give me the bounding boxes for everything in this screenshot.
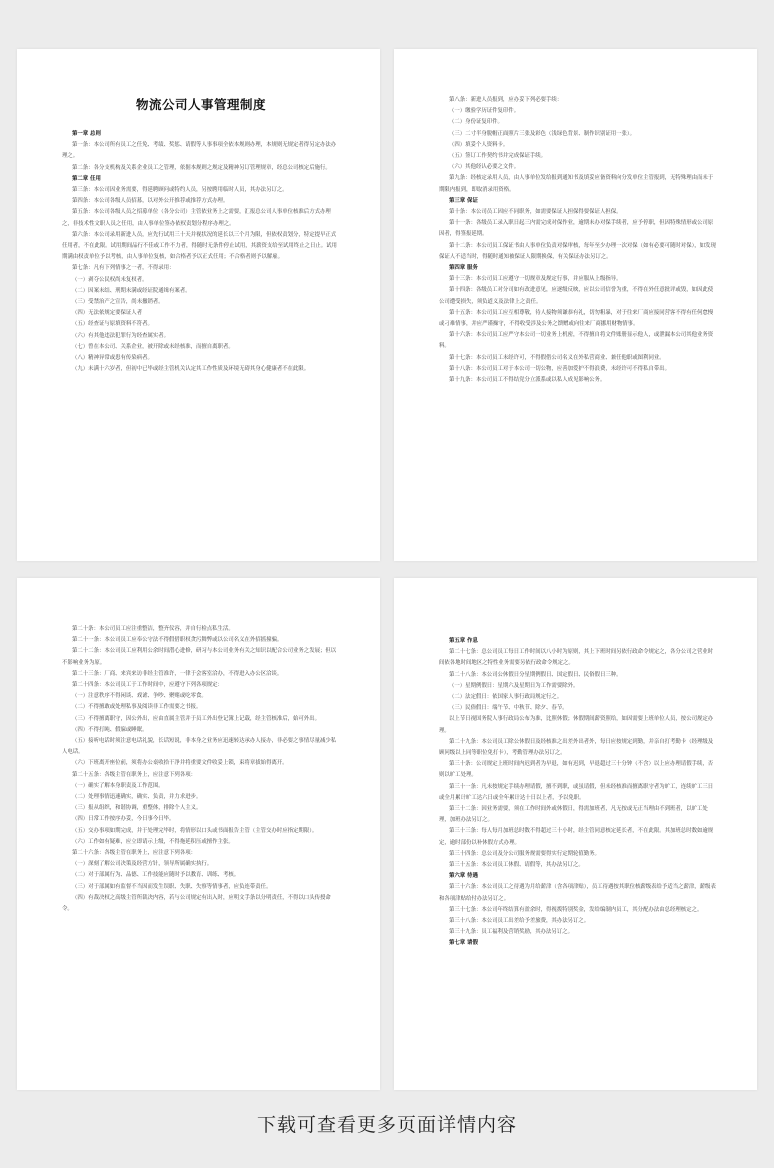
paragraph: （五）签订工作契约书并完成保证手续。 — [449, 153, 547, 160]
paragraph: （九）未满十六岁者，但初中已毕或经主管机关认定其工作性质及环境无碍其身心健康者不在此限。 — [72, 366, 310, 373]
paragraph: （三）受禁治产之宣告，尚未撤销者。 — [72, 299, 164, 306]
section-heading: 第五章 作息 — [449, 638, 478, 644]
paragraph: （一）注意秩序不得闲谈、戏谑、争吵、聚赌或吃零食。 — [72, 693, 207, 700]
paragraph: （三）二寸半身脱帽正面照片三张及彩色（浅绿色背景、制作识别证用一张）。 — [449, 130, 635, 137]
paragraph: 第十一条：各级员工录入职日起三内需完成对保作业，逾期未办对保手续者，应予停职，但因特殊情形或公司原因者，得签报延期。 — [439, 220, 714, 238]
paragraph: （六）其他经认必要之文件。 — [449, 164, 520, 171]
section-heading: 第二章 任用 — [72, 175, 101, 182]
paragraph: （一）缴验学历证件复印件。 — [449, 108, 520, 115]
paragraph: 第三十二条：因业务需要，须在工作时间外或休假日，得需加班者，凡无按或无正当理由不到班者，以旷工处理，加班办法另订之。 — [439, 806, 708, 824]
paragraph: （六）工作如有疑难，应立即请示上级，不得拖延积压或擅作主张。 — [72, 838, 234, 845]
paragraph: （六）下班离开座位前，须将办公桌收拾干净并将重要文件收妥上锁，束将章拔始得离开。 — [72, 760, 288, 767]
paragraph: 第三十五条：本公司员工休假、请假等，其办法另订之。 — [449, 862, 584, 869]
paragraph: 第三十八条：本公司员工出差给予差旅费，其办法另订之。 — [449, 918, 590, 925]
paragraph: 第三十一条：凡未按规定手续办理请假，擅不到职，或虽请假，但未经核准而擅离职守者为旷工，连续旷工三日或全月累计旷工达六日或全年累计达十日以上者，予以免职。 — [439, 783, 714, 801]
paragraph: 第十八条：本公司员工对于本公司一切公物，应善加爱护不得浪费，未经许可不得私自带出。 — [449, 365, 671, 372]
document-title: 物流公司人事管理制度 — [135, 97, 266, 112]
paragraph: （四）无法依规定要保证人者 — [72, 310, 143, 317]
paragraph: （一）深刻了解公司决策及经营方针，领导所属确实执行。 — [72, 861, 213, 868]
paragraph: 第七条：凡有下列情事之一者，不得录用： — [72, 265, 175, 272]
page-body — [439, 95, 717, 386]
paragraph: 第二十八条：本公司公休假日分星期例假日、国定假日、民俗假日三种。 — [449, 671, 622, 678]
paragraph: （五）接听电话时须注意电话礼貌，长话短说，非本身之业务应迅速转达承办人接办，非必要之事情尽量减少私人电话。 — [62, 738, 337, 756]
paragraph: 第三条：本公司因业务需要，得延聘顾问或特约人员，另按聘用临时人员，其办法另订之。 — [72, 187, 288, 194]
download-more-link[interactable]: 下载可查看更多页面详情内容 — [256, 1114, 517, 1136]
page-body — [62, 95, 340, 375]
page-lines — [439, 95, 717, 386]
paragraph: （八）精神异常或患有传染病者。 — [72, 355, 153, 362]
paragraph: （四）填妥个人资料卡。 — [449, 141, 509, 148]
paragraph: 第八条：新进人员报到，应办妥下列必要手续： — [449, 97, 563, 103]
paragraph: （三）对于部属如有监督不当因而发生误职、失职、失察等情事者，应负连带责任。 — [72, 883, 272, 890]
section-heading: 第三章 保证 — [449, 197, 478, 204]
paragraph: （二）不得擅敢或处理私事及阅读非工作需要之书报。 — [72, 704, 202, 711]
section-heading: 第四章 服务 — [449, 265, 478, 272]
paragraph: 第六条：本公司录用新进人员，应先行试用三十天并视状况的延长以三个月为限，但依权责划分，特定提早正式任用者，不在此限。试用期间品行不佳或工作不力者，得随时无条件停止试用，其薪资支给至试用终止之日止。试用期满由权责单位予以考核，由人事单位复核，如合格者予以正式任用；不合格者则予以解雇。 — [62, 231, 337, 261]
paragraph: 第三十九条：员工福利及营销奖励，其办法另订之。 — [449, 929, 573, 936]
paragraph: 以上节日视国务院人事行政局公布为准，比照休假；休假期间薪资照给，如因需要上班单位人员，按公司规定办理。 — [439, 716, 714, 734]
paragraph: （二）法定假日：依国家人事行政局规定行之。 — [449, 694, 563, 701]
paragraph: 第二十九条：本公司员工除公休假日及经核准之出差外出者外，每日应按规定到勤，并亲自打考勤卡（经理级及顾问级以上同等职位免打卡），考勤管理办法另订之。 — [439, 738, 714, 757]
paragraph: （三）不得擅离职守，因公外出，应由直属主管并于员工外出登记簿上记载，经主管核准后，始可外出。 — [72, 715, 320, 722]
paragraph: 第二十一条：本公司员工应奉公守法不得假借职权贪污舞弊或以公司名义在外招摇撞骗。 — [72, 637, 283, 644]
paragraph: 第二十六条：各级主管在职务上，应注意下列各项： — [72, 850, 196, 857]
paragraph: 第三十三条：每人每月加班总时数不得超过三十小时，经主管同意核定延长者，不在此限。其加班总时数如逾规定，逾时部份以补休假方式办理。 — [439, 828, 714, 846]
paragraph: （三）民俗假日：端午节、中秋节、除夕、春节。 — [449, 705, 568, 712]
paragraph: 第二十五条：各级主管在职务上，应注意下列各项： — [72, 771, 196, 778]
paragraph: 第三十四条：总公司及分公司服务规需要得实行定期轮值勤务。 — [449, 850, 600, 857]
paragraph: （五）经查证与原填资料不符者。 — [72, 321, 153, 328]
paragraph: 第二十三条：厂商、来宾来访非经主管准许，一律于会客室洽办，不得进入办公区洽谈。 — [72, 670, 283, 677]
document-page-2 — [394, 49, 757, 561]
paragraph: 第二十二条：本公司员工应利用公余时间潜心进修，研习与本公司业务有关之知识以配合公司业务之发展；但以不影响业务为原。 — [62, 648, 337, 666]
paragraph: 第十七条：本公司员工未经许可，不得假借公司名义在外私营商业、兼任他职或图利同业。 — [449, 354, 665, 361]
paragraph: 第三十七条：本公司年终结算有盈余时，得视拨特别奖金，发给编制内员工，其分配办法由总经理核定之。 — [449, 906, 703, 913]
paragraph: （二）因案未结、刑期未满或经证院通缉有案者。 — [72, 287, 191, 294]
paragraph: （六）有其他违法犯罪行为经查属实者。 — [72, 332, 170, 339]
paragraph: 第五条：本公司各级人员之招募单位（各分公司）主管依业务上之需要，汇报总公司人事单位核准后方式办理之，非技术性文职人员之任用，由人事单位签办依权责划分程序办理之。 — [62, 209, 331, 227]
page-body — [62, 624, 340, 915]
section-heading: 第一章 总则 — [72, 131, 101, 137]
section-heading: 第六章 待遇 — [449, 873, 478, 880]
paragraph: （三）报从组织，和谐协调，重整体，排除个人主义。 — [72, 805, 202, 812]
paragraph: 第十六条：本公司员工应严守本公司一切业务上机密，不得擅自将文件账册显示他人，或泄漏本公司其他业务资料。 — [439, 332, 714, 350]
paragraph: 第十二条：本公司员工保证书由人事单位负责对保审核，每年至少办理一次对保（如有必要可随时对保），如发现保证人不适当时，得随时通知被保证人限期换保，有关保证办法另订之。 — [439, 242, 716, 260]
section-heading: 第七章 请假 — [449, 940, 478, 947]
paragraph: 第十条：本公司员工因应不同职务，如需要保证人担保得要保证人担保。 — [449, 209, 622, 216]
paragraph: （一）星期例假日：星期六及星期日为工作需要除外。 — [449, 682, 579, 689]
paragraph: （五）交办事项如期完成，并于处理完毕时，将情形以口头或书面报告主管（主管交办时应指定期限）。 — [72, 827, 318, 834]
paragraph: 第二条：各分支机构及关系企业员工之管理，依据本规则之规定及精神另订管理规章，经总公司核定后施行。 — [72, 164, 331, 171]
paragraph: 第二十四条：本公司员工于工作时间中，应遵守下列各项规定： — [72, 682, 223, 689]
paragraph: 第三十六条：本公司员工之待遇为月给薪津（含各项津贴），员工待遇按其职位核薪级表给予适当之薪津，薪级表和各项津贴给付办法另订之。 — [439, 884, 716, 902]
page-lines — [62, 129, 340, 375]
paragraph: 第十三条：本公司员工应遵守一切规章及规定行事，并应服从上级指导。 — [449, 276, 622, 283]
paragraph: （一）确实了解本身职责及工作范围。 — [72, 782, 164, 789]
paragraph: 第十五条：本公司员工应互相尊敬，待人接物须谦恭有礼，切勿粗暴，对于往来厂商应接同营客不得有任何怠慢或刁难情事，并应严谨操守，不得收受涉及公务之馈赠或向往来厂商挪用财物情事。 — [439, 309, 714, 328]
paragraph: 第三十条：公司规定上班时间内迟到者为早退，如有迟到，早退超过三十分钟（不含）以上应办理请假手续，否则以旷工处理。 — [439, 761, 714, 779]
paragraph: （四）不得打盹、假寐或睡眠。 — [72, 726, 148, 733]
document-page-4 — [394, 578, 757, 1090]
paragraph: 第九条：经核定录用人员，由人事单位发给报到通知书及填妥应备资料向分发单位主管报到，无特殊理由而未于期限内报到，即取消录用资格。 — [439, 175, 714, 193]
paragraph: （二）对于部属行为、品德、工作技能应随时予以教育、训练、考核。 — [72, 872, 240, 879]
page-lines — [439, 636, 717, 950]
page-body — [439, 636, 717, 950]
page-lines — [62, 624, 340, 915]
paragraph: 第十四条：各级员工对分司如有改进意见，应逐级反映，应以公司信誉为重，不得在外任意批评或毁，如因此使公司遭受损失，须负道义及法律上之责任。 — [439, 287, 714, 305]
document-page-3 — [17, 578, 380, 1090]
paragraph: （七）曾在本公司、关系企业，被开除或未经核准，而擅自离职者。 — [72, 343, 234, 350]
paragraph: （四）日常工作按序办妥，今日事今日毕。 — [72, 816, 175, 823]
paragraph: 第二十七条：总公司员工每日工作时间以八小时为原则，其上下班时间另依行政命令规定之，各分公司之营业时间依各地时间地区之特性业务需要另依行政命令规定之。 — [439, 649, 714, 667]
paragraph: 第一条：本公司所有员工之任免、考绩、奖惩、请假等人事事项全依本规则办理，本规则无规定者得另定办法办理之。 — [62, 142, 337, 160]
paragraph: （一）剥夺公民权尚未复权者。 — [72, 276, 148, 283]
paragraph: 第二十条：本公司员工应注重整洁，整齐仪容，并自行检点私生活。 — [72, 626, 234, 632]
document-page-1 — [17, 49, 380, 561]
paragraph: 第四条：本公司各级人员招募，以对外公开推荐或推荐方式办理。 — [72, 198, 229, 205]
paragraph: （四）有裁决权之高级主管所裁决内容，若与公司规定有出入时，应明文手条以分明责任，不得以口头传授命令。 — [62, 894, 331, 913]
paragraph: 第十九条：本公司员工不得结党分立派系或以私人成见影响公务。 — [449, 377, 606, 384]
paragraph: （二）身份证复印件。 — [449, 119, 503, 126]
paragraph: （二）处理事情迅速确实，确实、负责，并力求进步。 — [72, 794, 202, 801]
